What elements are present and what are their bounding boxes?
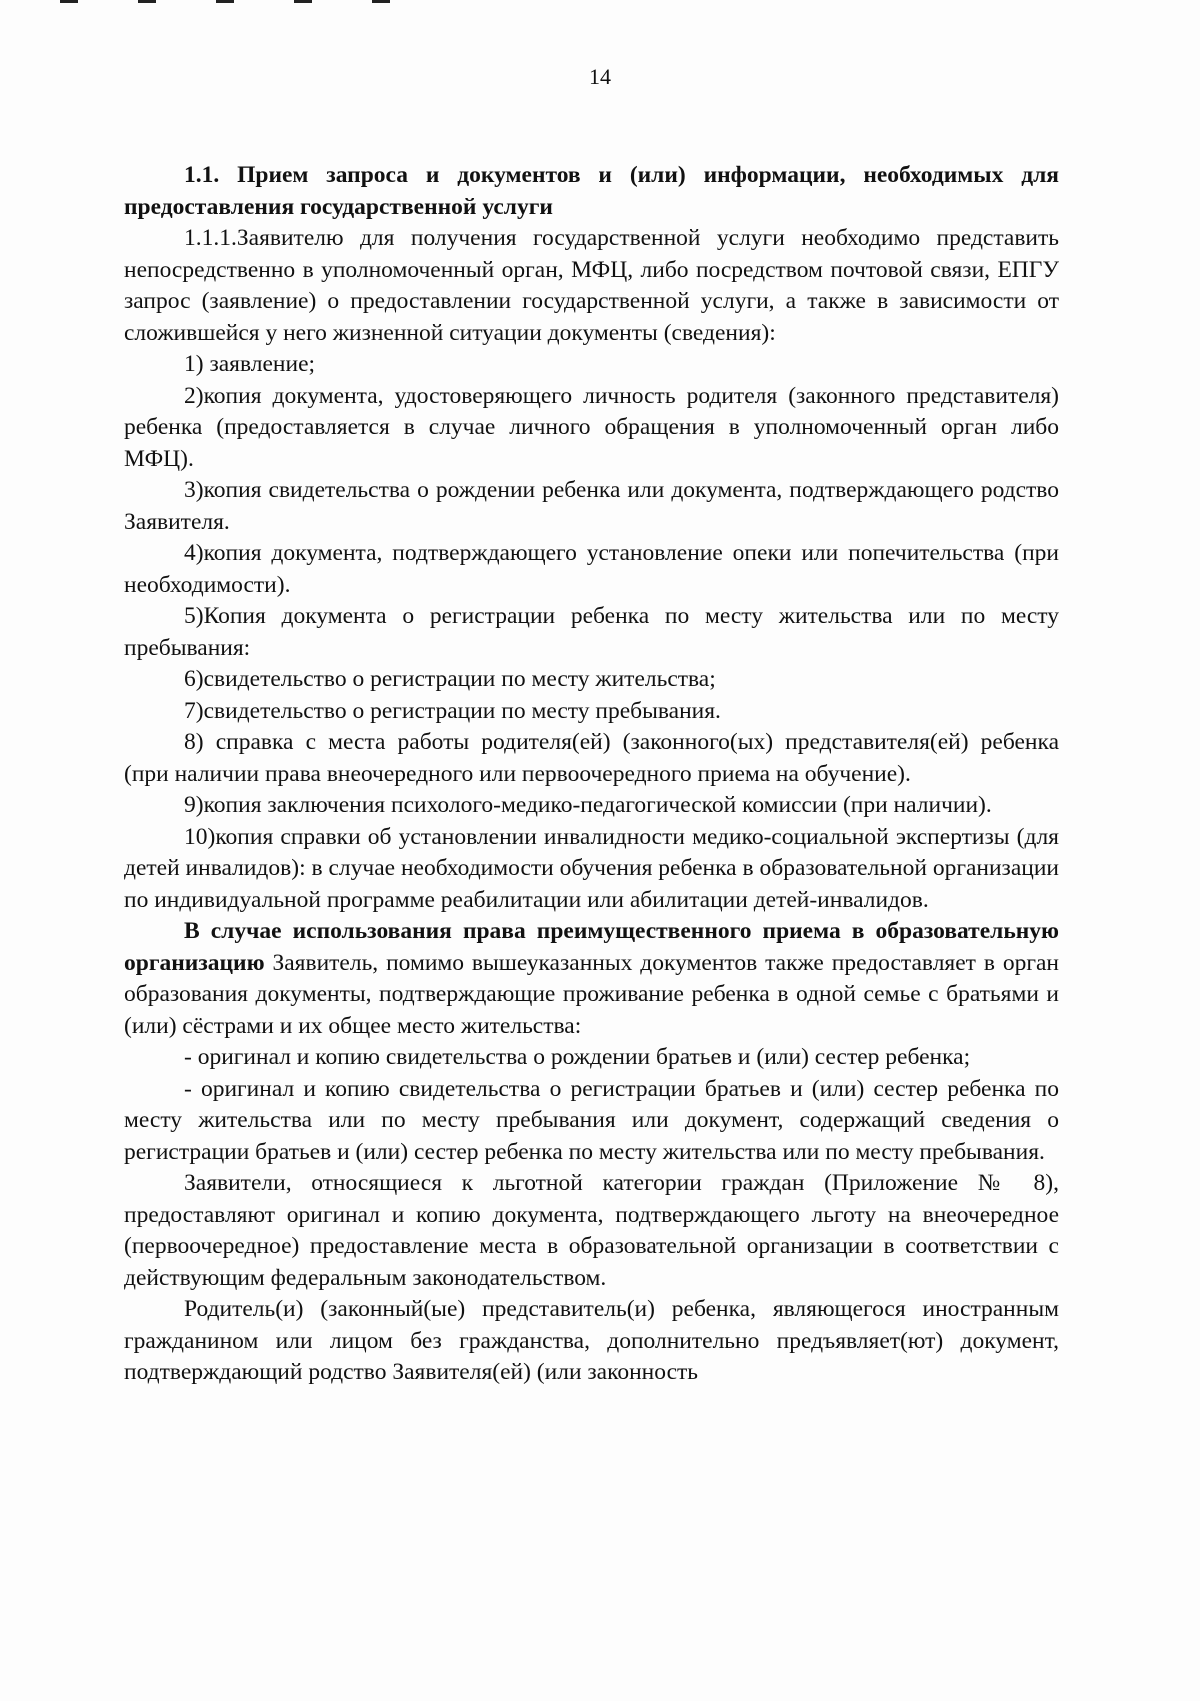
list-item: 2)копия документа, удостоверяющего личность родителя (законного представителя) ребенка (предоставляется в случае личного обращения в уполномоченный орган либо МФЦ). <box>124 382 1059 472</box>
paragraph: Заявители, относящиеся к льготной категории граждан (Приложение № 8), предоставляют оригинал и копию документа, подтверждающего льготу на внеочередное (первоочередное) предоставление места в образовательной организации в соответствии с действующим федеральным законодательством. <box>124 1170 1059 1291</box>
list-item: 8) справка с места работы родителя(ей) (законного(ых) представителя(ей) ребенка (при наличии права внеочередного или первоочередного приема на обучение). <box>124 729 1059 787</box>
list-item: 10)копия справки об установлении инвалидности медико-социальной экспертизы (для детей инвалидов): в случае необходимости обучения ребенка в образовательной организации по индивидуальной программе реабилитации или абилитации детей-инвалидов. <box>124 823 1059 913</box>
paragraph: 1.1.1.Заявителю для получения государственной услуги необходимо представить непосредственно в уполномоченный орган, МФЦ, либо посредством почтовой связи, ЕПГУ запрос (заявление) о предоставлении государственной услуги, а также в зависимости от сложившейся у него жизненной ситуации документы (сведения): <box>124 225 1059 346</box>
page-number: 14 <box>589 64 611 89</box>
document-body <box>124 160 1059 1389</box>
list-item: - оригинал и копию свидетельства о регистрации братьев и (или) сестер ребенка по месту жительства или по месту пребывания или документ, содержащий сведения о регистрации братьев и (или) сестер ребенка по месту жительства или по месту пребывания. <box>124 1075 1059 1165</box>
preferential-bold-text: В случае использования права преимущественного приема в образовательную организацию <box>124 918 1059 976</box>
preferential-paragraph <box>124 916 1059 1042</box>
list-item: 9)копия заключения психолого-медико-педагогической комиссии (при наличии). <box>184 792 992 818</box>
paragraph: Родитель(и) (законный(ые) представитель(и) ребенка, являющегося иностранным гражданином или лицом без гражданства, дополнительно предъявляет(ют) документ, подтверждающий родство Заявителя(ей) (или законность <box>124 1296 1059 1385</box>
list-item: 4)копия документа, подтверждающего установление опеки или попечительства (при необходимости). <box>124 540 1059 598</box>
list-item: 7)свидетельство о регистрации по месту пребывания. <box>184 697 721 724</box>
list-item: - оригинал и копию свидетельства о рождении братьев и (или) сестер ребенка; <box>184 1044 971 1070</box>
preferential-text: Заявитель, помимо вышеуказанных документов также предоставляет в орган образования документы, подтверждающие проживание ребенка в одной семье с братьями и (или) сёстрами и их общее место жительства: <box>124 949 1059 1039</box>
list-item: 1) заявление; <box>184 351 316 377</box>
list-item: 3)копия свидетельства о рождении ребенка или документа, подтверждающего родство Заявителя. <box>124 477 1059 535</box>
list-item: 6)свидетельство о регистрации по месту жительства; <box>184 666 716 692</box>
section-heading: 1.1. Прием запроса и документов и (или) информации, необходимых для предоставления государственной услуги <box>124 162 1059 220</box>
scan-edge-marks <box>60 0 620 6</box>
list-item: 5)Копия документа о регистрации ребенка по месту жительства или по месту пребывания: <box>124 603 1059 661</box>
